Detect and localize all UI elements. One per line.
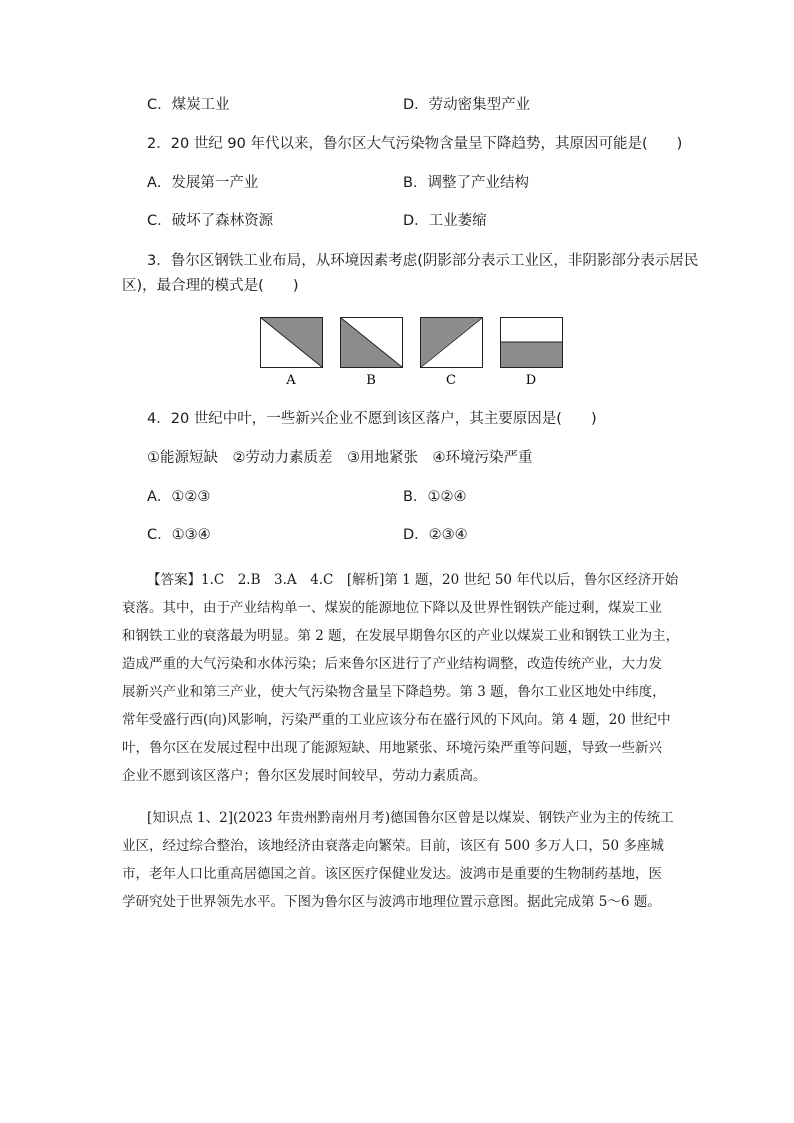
q4-option-d: D．②③④ <box>403 527 468 543</box>
answer-line: 常年受盛行西(向)风影响，污染严重的工业应该分布在盛行风的下风向。第 4 题，20 世纪中 <box>122 712 671 728</box>
answer-line: 衰落。其中，由于产业结构单一、煤炭的能源地位下降以及世界性钢铁产能过剩，煤炭工业 <box>122 600 662 616</box>
material-line: 市，老年人口比重高居德国之首。该区医疗保健业发达。波鸿市是重要的生物制药基地，医 <box>122 866 662 882</box>
q4-option-a: A．①②③ <box>147 489 211 505</box>
q2-option-a: A．发展第一产业 <box>147 175 259 191</box>
q2-option-b: B．调整了产业结构 <box>403 175 529 191</box>
layout-d-label: D <box>525 373 537 388</box>
answer-line: 和钢铁工业的衰落最为明显。第 2 题，在发展早期鲁尔区的产业以煤炭工业和钢铁工业为主， <box>122 628 680 644</box>
layout-option-c <box>420 317 483 388</box>
answer-line: 叶，鲁尔区在发展过程中出现了能源短缺、用地紧张、环境污染严重等问题，导致一些新兴 <box>122 740 662 756</box>
material-line: [知识点 1、2](2023 年贵州黔南州月考)德国鲁尔区曾是以煤炭、钢铁产业为主的传统工 <box>147 810 674 826</box>
layout-option-a <box>260 317 323 388</box>
q4-option-b: B．①②④ <box>403 489 467 505</box>
material-line: 业区，经过综合整治，该地经济由衰落走向繁荣。目前，该区有 500 多万人口，50 多座城 <box>122 838 664 854</box>
q4-option-c: C．①③④ <box>147 527 211 543</box>
answer-line: 企业不愿到该区落户；鲁尔区发展时间较早，劳动力素质高。 <box>122 768 487 784</box>
q4-items: ①能源短缺 ②劳动力素质差 ③用地紧张 ④环境污染严重 <box>147 450 533 466</box>
layout-c-label: C <box>446 373 456 388</box>
answer-line: 【答案】1.C 2.B 3.A 4.C [解析]第 1 题，20 世纪 50 年代以后，鲁尔区经济开始 <box>147 572 679 588</box>
q3-stem-line1: 3．鲁尔区钢铁工业布局，从环境因素考虑(阴影部分表示工业区，非阴影部分表示居民 <box>147 253 699 269</box>
q3-stem-line2: 区)，最合理的模式是( ) <box>122 278 299 294</box>
q3-layout-diagram <box>260 317 562 389</box>
q2-option-d: D．工业萎缩 <box>403 213 487 229</box>
layout-option-b <box>340 317 403 388</box>
layout-a-label: A <box>286 373 296 388</box>
answer-line: 造成严重的大气污染和水体污染；后来鲁尔区进行了产业结构调整，改造传统产业，大力发 <box>122 656 662 672</box>
layout-b-label: B <box>366 373 376 388</box>
q2-stem: 2．20 世纪 90 年代以来，鲁尔区大气污染物含量呈下降趋势，其原因可能是( ) <box>147 136 683 152</box>
q1-option-c: C．煤炭工业 <box>147 97 230 113</box>
answer-line: 展新兴产业和第三产业，使大气污染物含量呈下降趋势。第 3 题，鲁尔工业区地处中纬度， <box>122 684 666 700</box>
q2-option-c: C．破坏了森林资源 <box>147 213 274 229</box>
q4-stem: 4．20 世纪中叶，一些新兴企业不愿到该区落户，其主要原因是( ) <box>147 411 597 427</box>
material-line: 学研究处于世界领先水平。下图为鲁尔区与波鸿市地理位置示意图。据此完成第 5～6 题。 <box>122 894 661 910</box>
layout-c-industrial-zone <box>420 317 482 367</box>
q1-option-d: D．劳动密集型产业 <box>403 97 531 113</box>
layout-d-industrial-zone <box>500 342 562 367</box>
layout-option-d <box>500 318 563 389</box>
